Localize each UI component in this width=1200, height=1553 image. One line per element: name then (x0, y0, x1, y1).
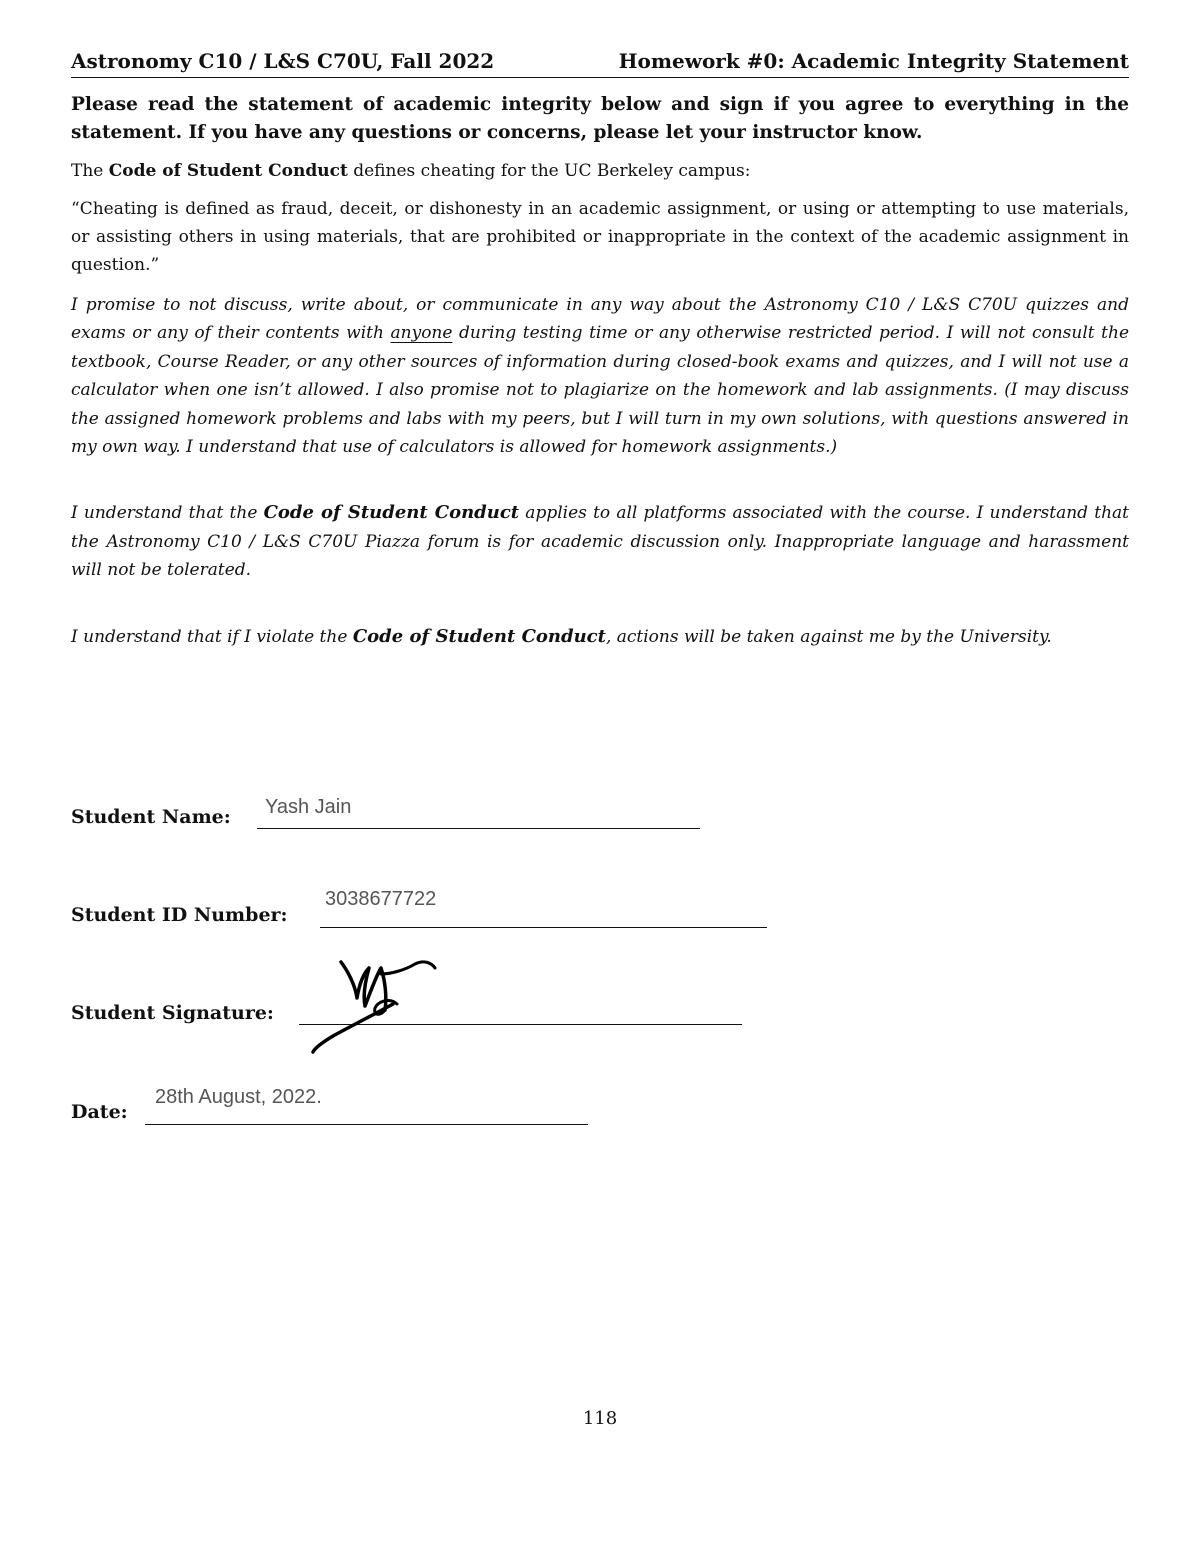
cheating-quote: “Cheating is defined as fraud, deceit, or dishonesty in an academic assignment, or using or attempting to use materials, or assisting others in using materials, that are prohibited or inappropriate in the context of the academic assignment in question.” (71, 199, 1129, 275)
student-id-value[interactable]: 3038677722 (325, 888, 437, 910)
signature-image (305, 940, 445, 1060)
code-name: Code of Student Conduct (108, 161, 348, 181)
page-header (71, 48, 1129, 78)
code-definition: The Code of Student Conduct defines cheating for the UC Berkeley campus: (71, 161, 751, 181)
course-title: Astronomy C10 / L&S C70U, Fall 2022 (71, 49, 495, 73)
student-name-value[interactable]: Yash Jain (265, 796, 352, 818)
date-value[interactable]: 28th August, 2022. (155, 1086, 322, 1108)
student-name-label: Student Name: (71, 806, 231, 828)
platforms-paragraph: I understand that the Code of Student Conduct applies to all platforms associated with the course. I understand that the Astronomy C10 / L&S C70U Piazza forum is for academic discussion only. Inappropriate language and harassment will not be tolerated. (71, 502, 1129, 581)
underlined-word: anyone (390, 323, 453, 344)
student-signature-label: Student Signature: (71, 1002, 274, 1024)
date-line[interactable] (145, 1124, 588, 1125)
page-number: 118 (582, 1408, 618, 1429)
page (71, 48, 1129, 651)
instructions: Please read the statement of academic integrity below and sign if you agree to everything in the statement. If you have any questions or concerns, please let your instructor know. (71, 94, 1129, 143)
student-name-line[interactable] (257, 828, 700, 829)
assignment-title: Homework #0: Academic Integrity Statement (618, 49, 1129, 73)
promise-paragraph: I promise to not discuss, write about, or communicate in any way about the Astronomy C10 / L&S C70U quizzes and exams or any of their contents with anyone during testing time or any otherwise restricted period. I will not consult the textbook, Course Reader, or any other sources of information during closed-book exams and quizzes, and I will not use a calculator when one isn’t allowed. I also promise not to plagiarize on the homework and lab assignments. (I may discuss the assigned homework problems and labs with my peers, but I will turn in my own solutions, with questions answered in my own way. I understand that use of calculators is allowed for homework assignments.) (71, 295, 1130, 458)
violation-paragraph: I understand that if I violate the Code of Student Conduct, actions will be taken against me by the University. (71, 625, 1052, 647)
date-label: Date: (71, 1101, 128, 1123)
student-id-line[interactable] (320, 927, 767, 928)
student-id-label: Student ID Number: (71, 904, 288, 926)
